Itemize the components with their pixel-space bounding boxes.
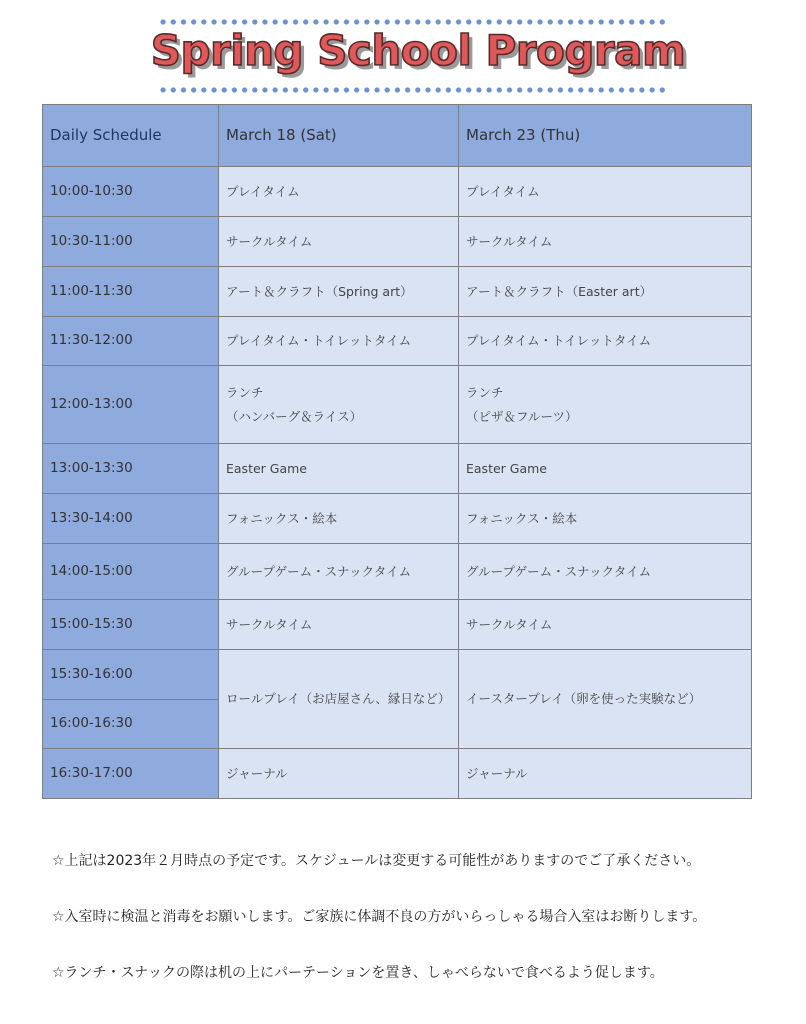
note-item: ☆入室時に検温と消毒をお願いします。ご家族に体調不良の方がいらっしゃる場合入室はお断りします。: [52, 909, 707, 925]
day2-activity: Easter Game: [459, 444, 752, 494]
day2-activity: プレイタイム・トイレットタイム: [459, 317, 752, 366]
day1-activity: Easter Game: [219, 444, 459, 494]
time-cell: 11:00-11:30: [43, 267, 219, 317]
header-day-1: March 18 (Sat): [219, 105, 459, 167]
table-row: [43, 544, 752, 600]
day1-activity: サークルタイム: [219, 217, 459, 267]
day2-activity: イースタープレイ（卵を使った実験など）: [459, 650, 752, 749]
day1-activity: サークルタイム: [219, 600, 459, 650]
day1-activity: プレイタイム: [219, 167, 459, 217]
day2-activity: ジャーナル: [459, 749, 752, 799]
day2-activity: サークルタイム: [459, 600, 752, 650]
day1-activity: フォニックス・絵本: [219, 494, 459, 544]
day1-activity: プレイタイム・トイレットタイム: [219, 317, 459, 366]
day2-activity: フォニックス・絵本: [459, 494, 752, 544]
dotted-divider-bottom: [158, 87, 668, 93]
table-row: [43, 444, 752, 494]
table-header-row: [43, 105, 752, 167]
note-item: ☆ランチ・スナックの際は机の上にパーテーションを置き、しゃべらないで食べるよう促します。: [52, 965, 664, 981]
time-cell: 12:00-13:00: [43, 366, 219, 444]
day1-activity: ジャーナル: [219, 749, 459, 799]
time-cell: 11:30-12:00: [43, 317, 219, 366]
notes-section: [52, 850, 792, 1018]
day1-lunch-label: ランチ: [226, 384, 264, 400]
table-row: [43, 217, 752, 267]
time-cell: 13:30-14:00: [43, 494, 219, 544]
day2-activity: プレイタイム: [459, 167, 752, 217]
note-item: ☆上記は2023年２月時点の予定です。スケジュールは変更する可能性がありますのでご了承ください。: [52, 853, 701, 869]
time-cell: 16:00-16:30: [43, 700, 219, 749]
time-cell: 14:00-15:00: [43, 544, 219, 600]
day2-activity: アート＆クラフト（Easter art）: [459, 267, 752, 317]
table-row: [43, 494, 752, 544]
schedule-table: [42, 104, 752, 799]
table-row: [43, 267, 752, 317]
day2-activity: サークルタイム: [459, 217, 752, 267]
dotted-divider-top: [158, 19, 668, 25]
table-row: [43, 366, 752, 444]
table-row: [43, 650, 752, 700]
day1-activity: [219, 366, 459, 444]
day1-activity: アート＆クラフト（Spring art）: [219, 267, 459, 317]
day1-activity: グループゲーム・スナックタイム: [219, 544, 459, 600]
time-cell: 10:00-10:30: [43, 167, 219, 217]
time-cell: 16:30-17:00: [43, 749, 219, 799]
page-title: Spring School Program: [150, 26, 686, 75]
header-daily-schedule: Daily Schedule: [43, 105, 219, 167]
day2-lunch-label: ランチ: [466, 384, 504, 400]
table-row: [43, 749, 752, 799]
time-cell: 15:00-15:30: [43, 600, 219, 650]
day2-activity: グループゲーム・スナックタイム: [459, 544, 752, 600]
header-day-2: March 23 (Thu): [459, 105, 752, 167]
table-row: [43, 317, 752, 366]
time-cell: 10:30-11:00: [43, 217, 219, 267]
day1-lunch-menu: （ハンバーグ＆ライス）: [226, 408, 363, 424]
day2-activity: [459, 366, 752, 444]
table-row: [43, 167, 752, 217]
day2-lunch-menu: （ピザ＆フルーツ）: [466, 408, 578, 424]
table-row: [43, 600, 752, 650]
time-cell: 13:00-13:30: [43, 444, 219, 494]
day1-activity: ロールプレイ（お店屋さん、縁日など）: [219, 650, 459, 749]
time-cell: 15:30-16:00: [43, 650, 219, 700]
